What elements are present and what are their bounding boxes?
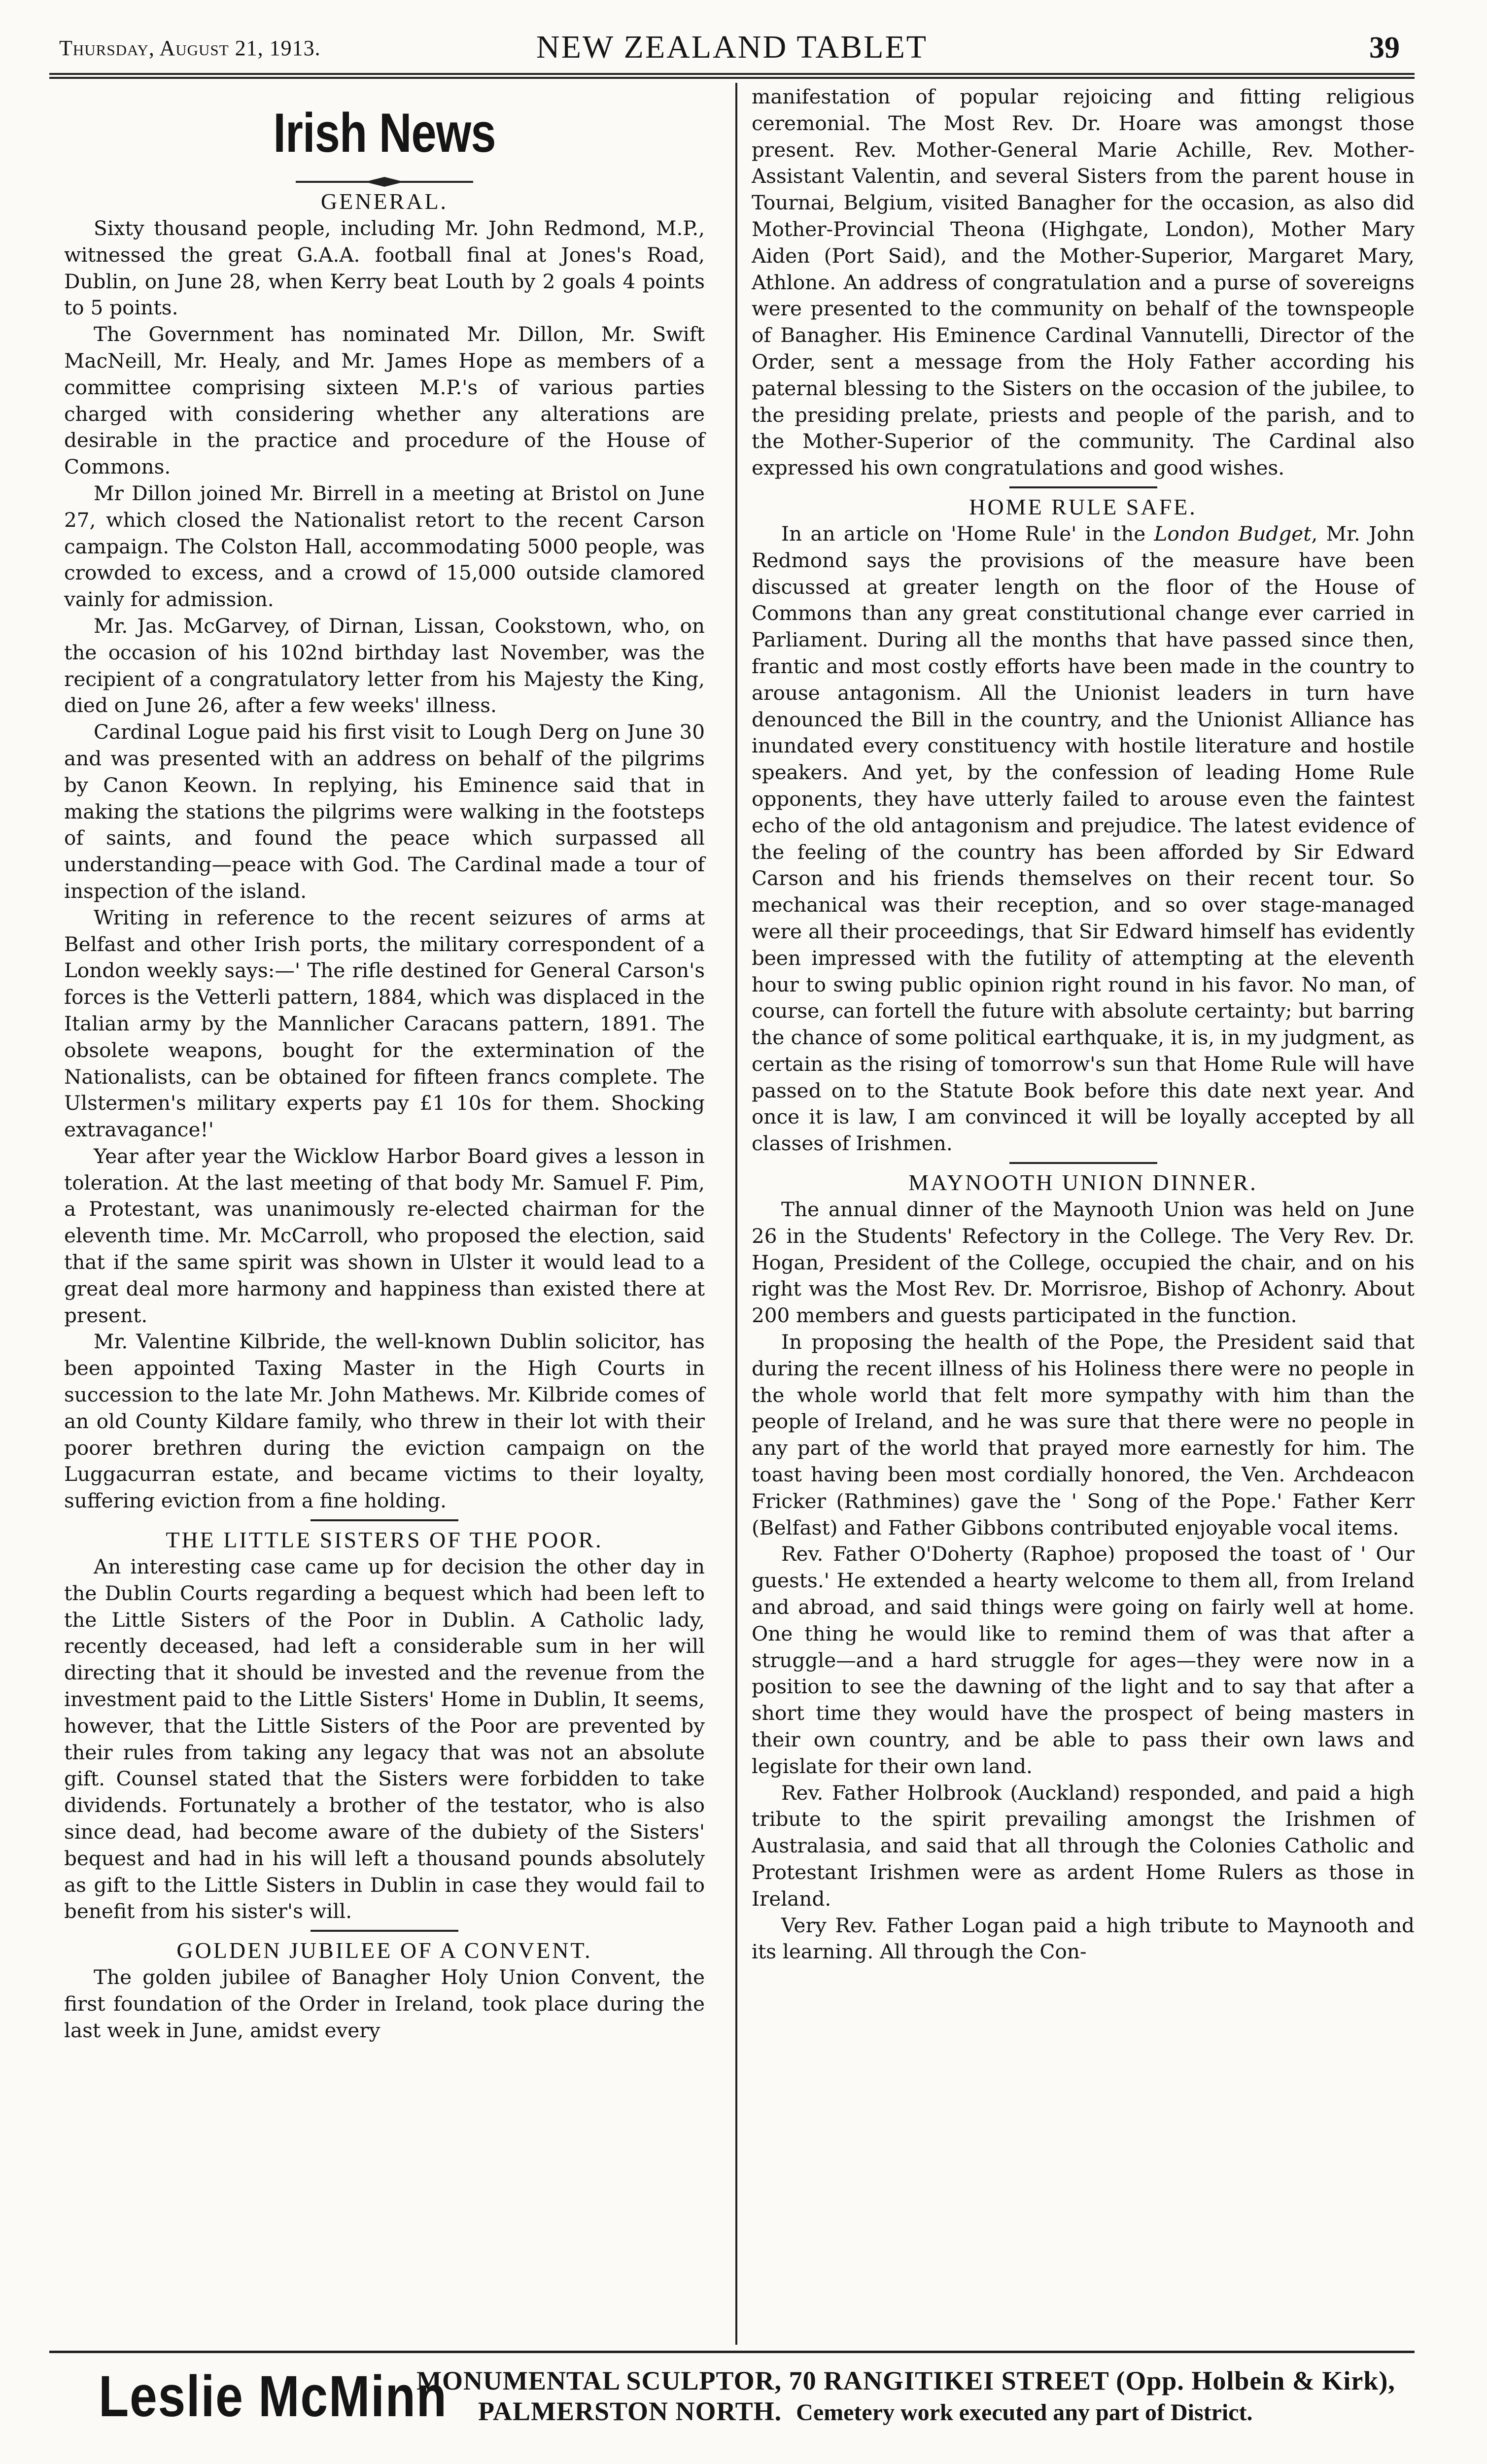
section-rule [1009, 486, 1157, 488]
section-rule [311, 1930, 458, 1932]
paragraph: Rev. Father O'Doherty (Raphoe) proposed the toast of ' Our guests.' He extended a hearty welcome to them all, from Ireland and abroad, and said things were going on fairly well at home. One thing he would like to remind them of was that after a struggle—and a hard struggle for ages—they were now in a position to see the dawning of the light and to say that after a short time they would have the prospect of being masters in their own country, and be able to pass their own laws and legislate for their own land. [752, 1542, 1415, 1778]
paragraph: The golden jubilee of Banagher Holy Union Convent, the first foundation of the Order in Ireland, took place during the last week in June, amidst every [64, 1965, 705, 2042]
advert-note: Cemetery work executed any part of District. [796, 2399, 1253, 2426]
advert-address: MONUMENTAL SCULPTOR, 70 RANGITIKEI STREET (Opp. Holbein & Kirk), [416, 2366, 1395, 2396]
paragraph: Sixty thousand people, including Mr. John Redmond, M.P., witnessed the great G.A.A. football final at Jones's Road, Dublin, on June 28, when Kerry beat Louth by 2 goals 4 points to 5 points. [64, 216, 705, 320]
page-number: 39 [1369, 31, 1400, 65]
advert-town: PALMERSTON NORTH. [478, 2396, 782, 2426]
paragraph: Very Rev. Father Logan paid a high tribute to Maynooth and its learning. All through the Con- [752, 1913, 1415, 1964]
home-rule-body: , Mr. John Redmond says the provisions of the measure have been discussed at greater length on the floor of the House of Commons than any great constitutional change ever carried in Parliament. During all the months that have passed since then, frantic and most costly efforts have been made in the country to arouse antagonism. All the Unionist leaders in turn have denounced the Bill in the country, and the Unionist Alliance has inundated every constituency with hostile literature and hostile speakers. And yet, by the confession of leading Home Rule opponents, they have utterly failed to arouse even the faintest echo of the old antagonism and prejudice. The latest evidence of the feeling of the country has been afforded by Sir Edward Carson and his friends themselves on their recent tour. So mechanical was their reception, and so over stage-managed were all their proceedings, that Sir Edward himself has evidently been impressed with the futility of attempting at the eleventh hour to swing public opinion right round in his favor. No man, of course, can fortell the future with absolute certainty; but barring the chance of some political earthquake, it is, in my judgment, as certain as the rising of tomorrow's sun that Home Rule will have passed on to the Statute Book before this date next year. And once it is law, I am convinced it will be loyally accepted by all classes of Irishmen. [752, 521, 1415, 1156]
advert-town-line [478, 2396, 1253, 2427]
paragraph: Mr. Valentine Kilbride, the well-known Dublin solicitor, has been appointed Taxing Master in the High Courts in succession to the late Mr. John Mathews. Mr. Kilbride comes of an old County Kildare family, who threw in their lot with their poorer brethren during the eviction campaign on the Luggacurran estate, and became victims to their loyalty, suffering eviction from a fine holding. [64, 1330, 705, 1513]
general-heading: GENERAL. [320, 189, 449, 214]
section-title: Irish News [273, 102, 496, 164]
paragraph: Mr Dillon joined Mr. Birrell in a meeting at Bristol on June 27, which closed the Nationalist retort to the recent Carson campaign. The Colston Hall, accommodating 5000 people, was crowded to excess, and a crowd of 15,000 outside clamored vainly for admission. [64, 481, 705, 612]
paragraph: The Government has nominated Mr. Dillon, Mr. Swift MacNeill, Mr. Healy, and Mr. James Hope as members of a committee comprising sixteen M.P.'s of various parties charged with considering whether any alterations are desirable in the practice and procedure of the House of Commons. [64, 322, 705, 479]
masthead-rule [49, 73, 1415, 79]
advertisement [49, 2361, 1415, 2430]
ornament-rule-icon [296, 176, 473, 188]
paragraph: The annual dinner of the Maynooth Union was held on June 26 in the Students' Refectory in the College. The Very Rev. Dr. Hogan, President of the College, occupied the chair, and on his right was the Most Rev. Dr. Morrisroe, Bishop of Achonry. About 200 members and guests participated in the function. [752, 1198, 1415, 1328]
paragraph: Year after year the Wicklow Harbor Board gives a lesson in toleration. At the last meeting of that body Mr. Samuel F. Pim, a Protestant, was unanimously re-elected chairman for the eleventh time. Mr. McCarroll, who proposed the election, said that if the same spirit was shown in Ulster it would lead to a great deal more harmony and happiness than existed there at present. [64, 1144, 705, 1327]
little-sisters-heading: THE LITTLE SISTERS OF THE POOR. [166, 1527, 603, 1553]
home-rule-heading: HOME RULE SAFE. [969, 494, 1197, 519]
home-rule-intro: In an article on 'Home Rule' in the [781, 521, 1154, 546]
paragraph: Mr. Jas. McGarvey, of Dirnan, Lissan, Cookstown, who, on the occasion of his 102nd birthday last November, was the recipient of a congratulatory letter from his Majesty the King, died on June 26, after a few weeks' illness. [64, 614, 705, 718]
paragraph: Rev. Father Holbrook (Auckland) responded, and paid a high tribute to the spirit prevailing amongst the Irishmen of Australasia, and said that all through the Colonies Catholic and Protestant Irishmen were as ardent Home Rulers as those in Ireland. [752, 1780, 1415, 1911]
section-rule [1009, 1162, 1157, 1164]
paper-title: NEW ZEALAND TABLET [536, 29, 928, 65]
paragraph [752, 521, 1415, 1157]
issue-date: Thursday, August 21, 1913. [59, 36, 321, 60]
left-column [64, 91, 705, 2044]
paragraph-continued: manifestation of popular rejoicing and fitting religious ceremonial. The Most Rev. Dr. Hoare was amongst those present. Rev. Mother-General Marie Achille, Rev. Mother-Assistant Valentin, and several Sisters from the parent house in Tournai, Belgium, visited Banagher for the occasion, as also did Mother-Provincial Theona (Highgate, London), Mother Mary Aiden (Port Said), and the Mother-Superior, Margaret Mary, Athlone. An address of congratulation and a purse of sovereigns were presented to the community on behalf of the townspeople of Banagher. His Eminence Cardinal Vannutelli, Director of the Order, sent a message from the Holy Father according his paternal blessing to the Sisters on the occasion of the jubilee, to the presiding prelate, priests and people of the parish, and to the Mother-Superior of the community. The Cardinal also expressed his own congratulations and good wishes. [752, 85, 1415, 480]
right-column [752, 84, 1415, 1965]
masthead [49, 20, 1415, 69]
section-rule [311, 1519, 458, 1521]
paragraph: In proposing the health of the Pope, the President said that during the recent illness of his Holiness there were no people in the whole world that felt more sympathy with him than the people of Ireland, and he was sure that there were no people in any part of the world that prayed more earnestly for him. The toast having been most cordially honored, the Ven. Archdeacon Fricker (Rathmines) gave the ' Song of the Pope.' Father Kerr (Belfast) and Father Gibbons contributed enjoyable vocal items. [752, 1330, 1415, 1540]
column-divider [735, 83, 737, 2345]
advertiser-name: Leslie McMinn [99, 2364, 448, 2429]
publication-name: London Budget [1154, 521, 1312, 546]
ornament-divider [64, 168, 705, 183]
footer-rule [49, 2351, 1415, 2353]
paragraph: Writing in reference to the recent seizures of arms at Belfast and other Irish ports, the military correspondent of a London weekly says:—' The rifle destined for General Carson's forces is the Vetterli pattern, 1884, which was displaced in the Italian army by the Mannlicher Caracans pattern, 1891. The obsolete weapons, bought for the extermination of the Nationalists, can be obtained for fifteen francs complete. The Ulstermen's military experts pay £1 10s for them. Shocking extravagance!' [64, 905, 705, 1142]
paragraph: An interesting case came up for decision the other day in the Dublin Courts regarding a bequest which had been left to the Little Sisters of the Poor in Dublin. A Catholic lady, recently deceased, had left a considerable sum in her will directing that it should be invested and the revenue from the investment paid to the Little Sisters' Home in Dublin, It seems, however, that the Little Sisters of the Poor are prevented by their rules from taking any legacy that was not an absolute gift. Counsel stated that the Sisters were forbidden to take dividends. Fortunately a brother of the testator, who is also since dead, had become aware of the dubiety of the Sisters' bequest and had in his will left a thousand pounds absolutely as gift to the Little Sisters in Dublin in case they would fail to benefit from his sister's will. [64, 1555, 705, 1923]
golden-jubilee-heading: GOLDEN JUBILEE OF A CONVENT. [176, 1938, 592, 1963]
paragraph: Cardinal Logue paid his first visit to Lough Derg on June 30 and was presented with an address on behalf of the pilgrims by Canon Keown. In replying, his Eminence said that in making the stations the pilgrims were walking in the footsteps of saints, and found the peace which surpassed all understanding—peace with God. The Cardinal made a tour of inspection of the island. [64, 720, 705, 903]
maynooth-heading: MAYNOOTH UNION DINNER. [908, 1170, 1258, 1196]
